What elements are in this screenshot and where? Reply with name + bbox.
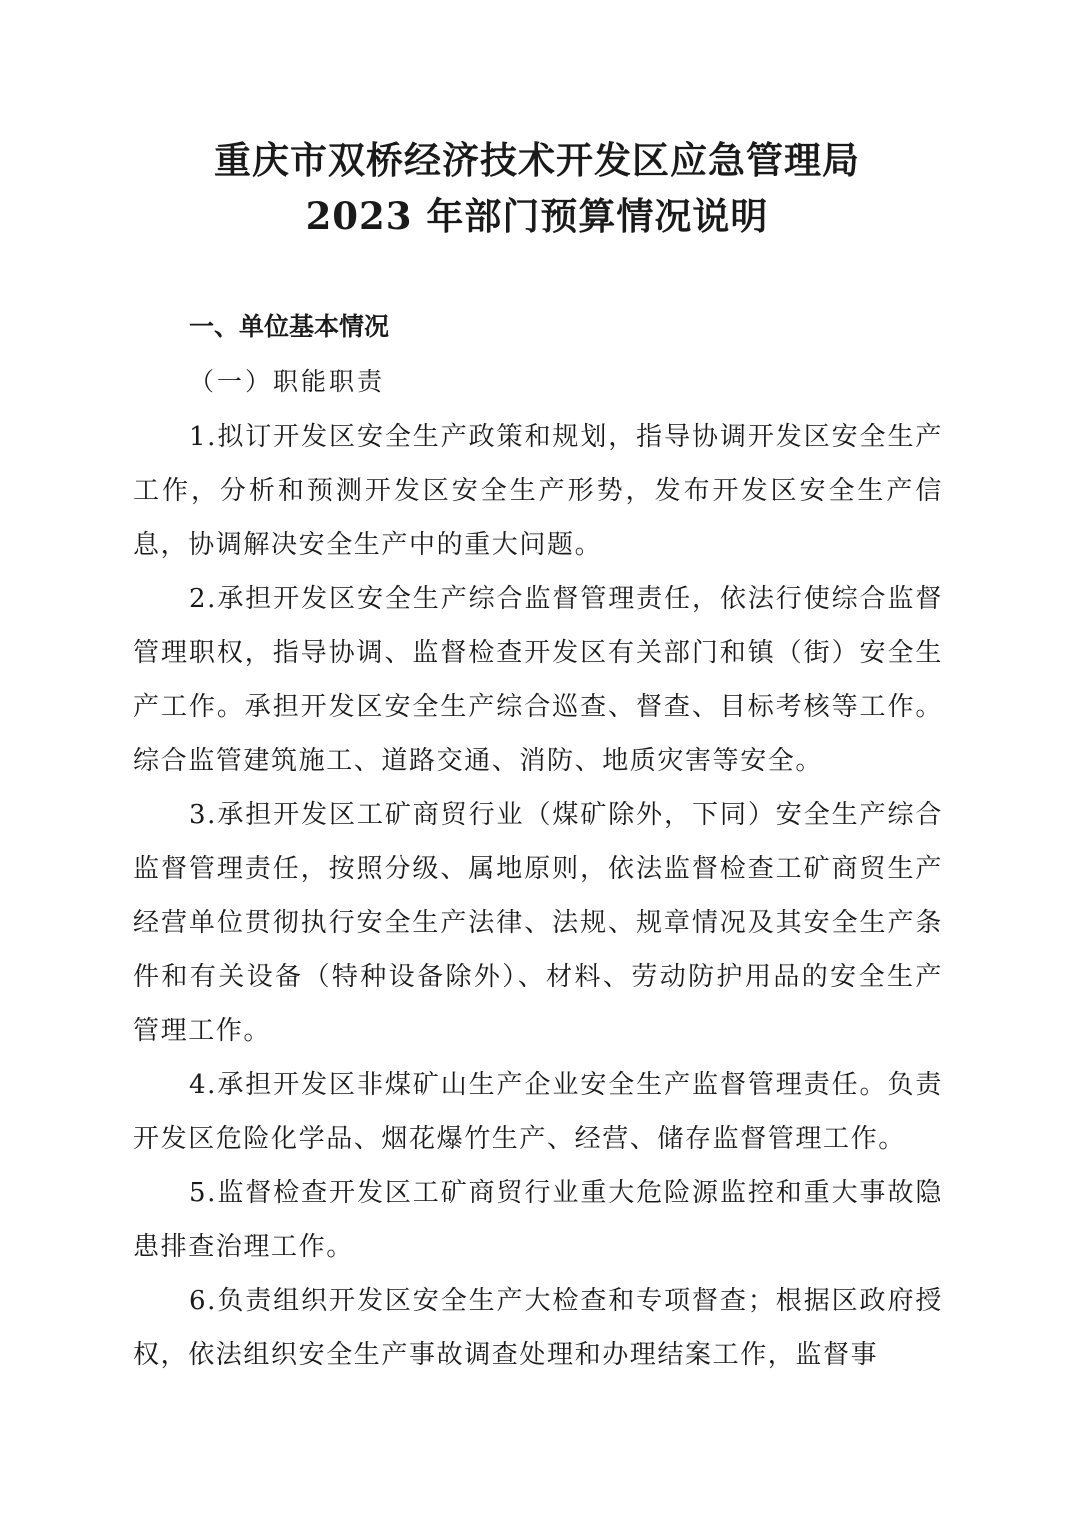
subsection-heading: （一）职能职责 bbox=[189, 367, 386, 396]
paragraph-2: 2.承担开发区安全生产综合监督管理责任，依法行使综合监督管理职权，指导协调、监督检查开发区有关部门和镇（街）安全生产工作。承担开发区安全生产综合巡查、督查、目标考核等工作。综合监管建筑施工、道路交通、消防、地质灾害等安全。 bbox=[133, 584, 943, 776]
paragraph-4: 4.承担开发区非煤矿山生产企业安全生产监督管理责任。负责开发区危险化学品、烟花爆竹生产、经营、储存监督管理工作。 bbox=[133, 1070, 943, 1154]
title-line-2: 2023 年部门预算情况说明 bbox=[305, 194, 769, 238]
paragraph-5: 5.监督检查开发区工矿商贸行业重大危险源监控和重大事故隐患排查治理工作。 bbox=[133, 1178, 943, 1262]
paragraph-6: 6.负责组织开发区安全生产大检查和专项督查；根据区政府授权，依法组织安全生产事故调查处理和办理结案工作，监督事 bbox=[133, 1286, 943, 1370]
section-heading: 一、单位基本情况 bbox=[189, 312, 390, 341]
paragraph-1: 1.拟订开发区安全生产政策和规划，指导协调开发区安全生产工作，分析和预测开发区安全生产形势，发布开发区安全生产信息，协调解决安全生产中的重大问题。 bbox=[133, 422, 943, 560]
document-body bbox=[133, 300, 943, 1382]
title-line-1: 重庆市双桥经济技术开发区应急管理局 bbox=[214, 138, 860, 182]
paragraph-3: 3.承担开发区工矿商贸行业（煤矿除外，下同）安全生产综合监督管理责任，按照分级、属地原则，依法监督检查工矿商贸生产经营单位贯彻执行安全生产法律、法规、规章情况及其安全生产条件和有关设备（特种设备除外）、材料、劳动防护用品的安全生产管理工作。 bbox=[133, 800, 943, 1046]
document-title bbox=[0, 132, 1074, 244]
